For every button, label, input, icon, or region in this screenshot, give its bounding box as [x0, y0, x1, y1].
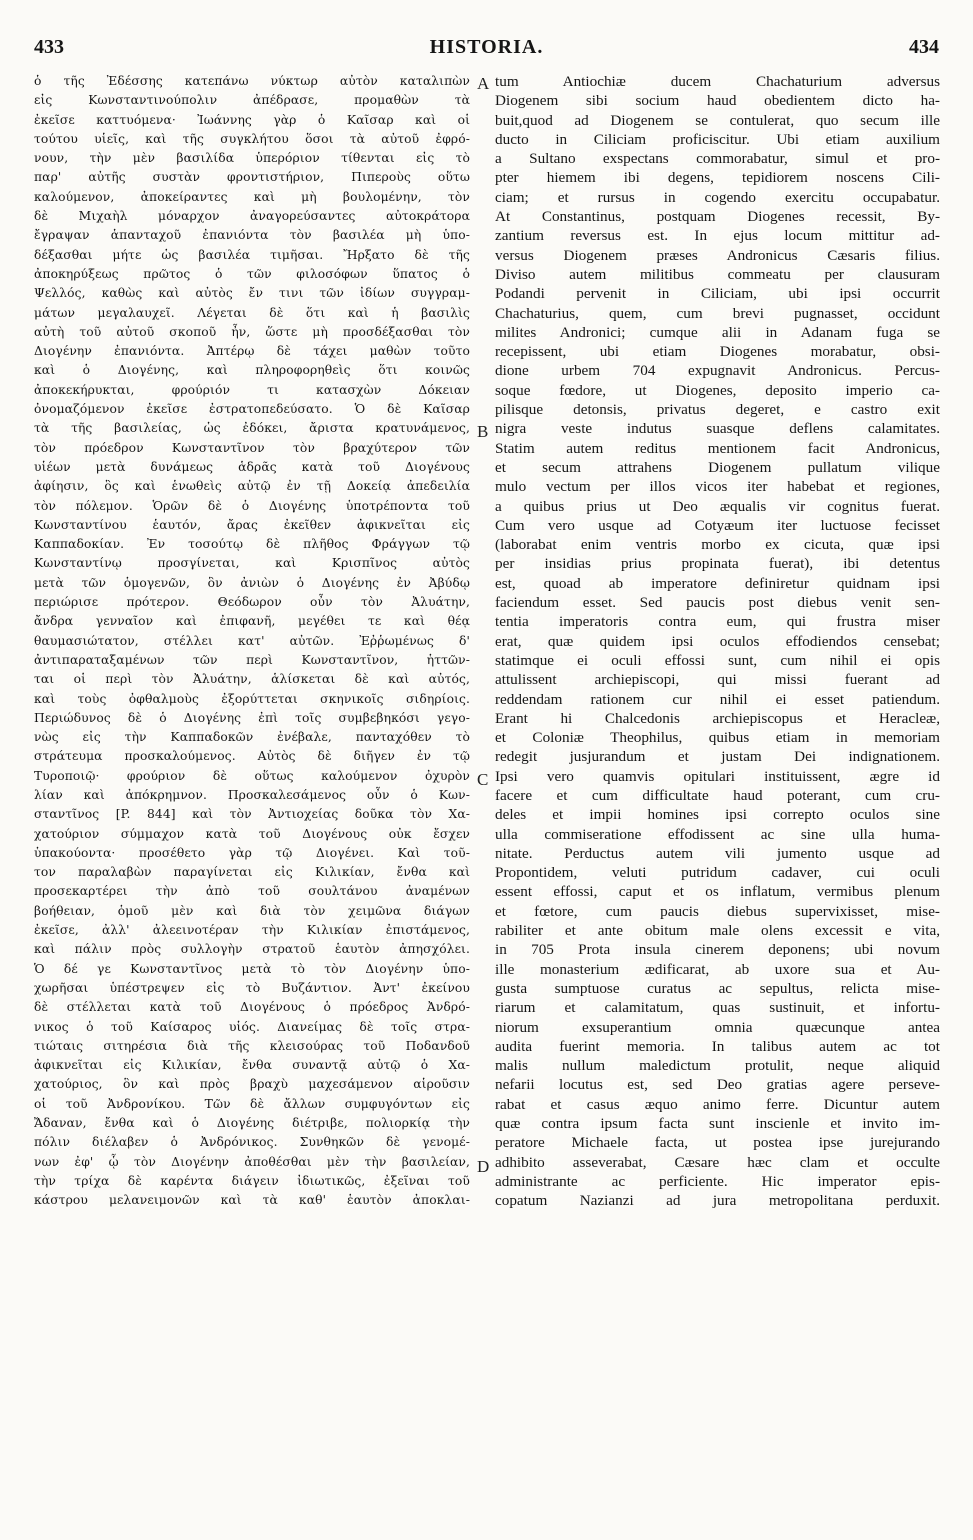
greek-text-line: περιώρισε πρότερον. Θεόδωρον οὖν τὸν Ἀλυάτην, — [34, 595, 470, 610]
latin-text-line: audita fuerint memoria. In talibus autem ac tot — [495, 1037, 940, 1055]
latin-text-line: pilisque detonsis, privatus degeret, e castro exit — [495, 401, 940, 419]
latin-text-line: mulo vectum per illos vicos iter habebat et regiones, — [495, 478, 940, 496]
greek-text-line: καλούμενον, ἀποκείραντες καὶ μὴ βουλομένην, τὸν — [34, 189, 470, 204]
latin-text-line: malis nullum maledictum protulit, neque aliquid — [495, 1057, 940, 1075]
latin-text-line: est, quoad ab imperatore definiretur quidnam ipsi — [495, 574, 940, 592]
greek-text-line: τὸν πόλεμον. Ὁρῶν δὲ ὁ Διογένης ὑποτρέποντα τοῦ — [34, 498, 470, 513]
latin-text-line: Ipsi vero quamvis opitulari instituissent, ægre id — [495, 767, 940, 785]
greek-text-line: υἱέων μετὰ δυνάμεως ἁδρᾶς κατὰ τοῦ Διογένους — [34, 459, 470, 474]
margin-marker-c: C — [477, 770, 489, 789]
greek-text-line: εἰς Κωνσταντινούπολιν ἀπέδρασε, προμαθὼν τὰ — [34, 93, 470, 108]
greek-text-line: ἐκεῖσε καττυόμενα· Ἰωάννης γὰρ ὁ Καῖσαρ καὶ οἱ — [34, 112, 470, 127]
greek-text-line: σταντῖνος [P. 844] καὶ τὸν Ἀντιοχείας δοῦκα τὸν Χα- — [34, 807, 470, 822]
page-number-right: 434 — [909, 36, 939, 58]
latin-text-line: ille monasterium ædificarat, ab uxore sua et Au- — [495, 960, 940, 978]
latin-text-line: gusta sumptuose curatus ac sepultus, relicta mise- — [495, 979, 940, 997]
latin-text-line: niorum exsuperantium omnia quæcunque antea — [495, 1018, 940, 1036]
greek-text-line: ἀφίησιν, ὃς καὶ ἑνωθεὶς αὐτῷ ἐν τῇ Δοκείᾳ ἀπεδειλία — [34, 479, 470, 494]
latin-text-line: copatum Nazianzi ad jura metropolitana perduxit. — [495, 1192, 940, 1210]
latin-text-line: nefarii locutus est, sed Deo gratias agere perseve- — [495, 1076, 940, 1094]
latin-text-line: dione urbem 704 expugnavit Andronicus. Percus- — [495, 362, 940, 380]
margin-marker-b: B — [477, 422, 489, 441]
greek-text-column — [34, 72, 470, 1520]
greek-text-line: ὀνομαζόμενον ἐκεῖσε ἐστρατοπεδεύσατο. Ὁ δὲ Καῖσαρ — [34, 402, 470, 417]
latin-text-line: tentia imperatoris contra eum, qui frustra miser — [495, 613, 940, 631]
greek-text-line: δὲ στέλλεται κατὰ τοῦ Διογένους ὁ πρόεδρος Ἀνδρό- — [34, 1000, 470, 1015]
greek-text-line: καὶ πάλιν πρὸς συλλογὴν στρατοῦ ἑαυτὸν ἀπησχόλει. — [34, 942, 470, 957]
greek-text-line: δὲ Μιχαὴλ μόναρχον ἀναγορεύσαντες αὐτοκράτορα — [34, 209, 470, 224]
page-number-left: 433 — [34, 36, 64, 58]
greek-text-line: κάστρου μελανειμονῶν καὶ τὰ καθ' ἑαυτὸν ἀποκλαι- — [34, 1193, 470, 1208]
latin-text-line: adhibito asseverabat, Cæsare hæc clam et occulte — [495, 1153, 940, 1171]
latin-text-line: rabiliter et ante obitum male olens excessit e vita, — [495, 922, 940, 940]
greek-text-line: Κωνσταντίνῳ προσγίνεται, καὶ Κρισπῖνος αὐτὸς — [34, 556, 470, 571]
greek-text-line: βοήθειαν, ὁμοῦ μὲν καὶ διὰ τὸν χειμῶνα διάγων — [34, 903, 470, 918]
latin-text-line: nigra veste indutus suasque deflens calamitates. — [495, 420, 940, 438]
latin-text-line: riarum et calamitatum, quas sustinuit, et infortu- — [495, 999, 940, 1017]
latin-text-line: statimque ei oculi effossi sunt, cum nihil ei opis — [495, 651, 940, 669]
greek-text-line: χωρῆσαι ὑπέστρεψεν εἰς τὸ Βυζάντιον. Ἀντ' ἐκείνου — [34, 980, 470, 995]
greek-text-line: ἀποκεκήρυκται, φρούριόν τι κατασχὼν Δόκειαν — [34, 382, 470, 397]
greek-text-line: ἀντιπαραταξαμένων τῶν περὶ Κωνσταντῖνον, ἡττῶν- — [34, 652, 470, 667]
greek-text-line: χατούριον σύμμαχον κατὰ τοῦ Διογένους οὐκ ἔσχεν — [34, 826, 470, 841]
greek-text-line: μάτων μεγαλαυχεῖ. Λέγεται δὲ ὅτι καὶ ἡ βασιλὶς — [34, 305, 470, 320]
latin-text-line: redegit jusjurandum et justam Dei indignationem. — [495, 748, 940, 766]
greek-text-line: ἀφικνεῖται εἰς Κιλικίαν, ἔνθα συναντᾷ αὐτῷ ὁ Χα- — [34, 1058, 470, 1073]
latin-text-line: Diviso autem militibus commeatu per clausuram — [495, 265, 940, 283]
latin-text-line: tum Antiochiæ ducem Chachaturium adversus — [495, 73, 940, 90]
latin-text-line: in 705 Prota insula cinerem deponens; ubi novum — [495, 941, 940, 959]
latin-text-line: Podandi pervenit in Ciliciam, ubi ipsi occurrit — [495, 285, 940, 303]
latin-text-line: Cum vero usque ad Cotyæum iter luctuose fecisset — [495, 516, 940, 534]
latin-text-line: soque fœdore, ut Diogenes, deposito imperio ca- — [495, 381, 940, 399]
latin-text-line: et secum attrahens Diogenem pullatum vilique — [495, 458, 940, 476]
latin-text-line: quæ contra ipsum facta sunt inscienle et invito im- — [495, 1115, 940, 1133]
latin-text-line: et Coloniæ Theophilus, quibus etiam in memoriam — [495, 729, 940, 747]
latin-text-line: At Constantinus, postquam Diogenes recessit, By- — [495, 208, 940, 226]
greek-text-line: οἱ τοῦ Ἀνδρονίκου. Τῶν δὲ ἄλλων συμφυγόντων εἰς — [34, 1096, 470, 1111]
latin-text-line: milites Andronici; cumque alii in Adanam fuga se — [495, 323, 940, 341]
greek-text-line: μετὰ τῶν ὁμογενῶν, ὃν ἀνιὼν ὁ Διογένης ἐν Ἀβύδῳ — [34, 575, 470, 590]
latin-text-line: facere et cum difficultate haud poterant, cum cru- — [495, 786, 940, 804]
greek-text-line: ἄνδρα γενναῖον καὶ ἐπιφανῆ, μεγέθει τε καὶ θέᾳ — [34, 614, 470, 629]
greek-text-line: ἀποκηρύξεως πρῶτος ὁ τῶν φιλοσόφων ὕπατος ὁ — [34, 266, 470, 281]
latin-text-line: ducto in Ciliciam proficiscitur. Ubi etiam auxilium — [495, 130, 940, 148]
latin-text-line: a Sultano exspectans commorabatur, simul et pro- — [495, 150, 940, 168]
greek-text-line: νουν, τὴν μὲν βασιλίδα ὑπερόριον τίθενται εἰς τὸ — [34, 151, 470, 166]
greek-text-line: τον παραλαβὼν παραγίνεται εἰς Κιλικίαν, ἔνθα καὶ — [34, 865, 470, 880]
latin-text-line: a quibus prius ut Deo æqualis vir cognitus fuerat. — [495, 497, 940, 515]
latin-text-line: ciam; et rursus in cogendo exercitu occupabatur. — [495, 188, 940, 206]
greek-text-line: καὶ τοὺς ὀφθαλμοὺς ἐξορύττεται σκηνικοῖς σιδηρίοις. — [34, 691, 470, 706]
greek-text-line: ὁ τῆς Ἐδέσσης κατεπάνω νύκτωρ αὐτὸν καταλιπὼν — [34, 74, 470, 88]
latin-text-line: essent effossi, caput et os inflatum, vermibus plenum — [495, 883, 940, 901]
latin-text-line: pter hiemem ibi degens, tepidiorem noscens Cili- — [495, 169, 940, 187]
latin-text-line: Chachaturius, quem, cum brevi pugnasset, occidunt — [495, 304, 940, 322]
greek-text-line: νικος ὁ τοῦ Καίσαρος υἱός. Διανείμας δὲ τοῖς στρα- — [34, 1019, 470, 1034]
latin-text-line: attulissent archiepiscopi, qui missi fuerant ad — [495, 671, 940, 689]
greek-text-line: χατούριος, ὃν καὶ πρὸς βραχὺ μαχεσάμενον αἱροῦσιν — [34, 1077, 470, 1092]
latin-text-line: rabat et casus æquo animo ferre. Dicuntur autem — [495, 1095, 940, 1113]
greek-text-line: παρ' αὐτῆς συστὰν φροντιστήριον, Πιπεροὺς οὕτω — [34, 170, 470, 185]
latin-text-column — [495, 72, 940, 1520]
latin-text-line: Statim autem reditus mentionem facit Andronicus, — [495, 439, 940, 457]
latin-text-line: Erant hi Chalcedonis archiepiscopus et Heracleæ, — [495, 709, 940, 727]
latin-text-line: faciendum esset. Sed paucis post diebus venit sen- — [495, 594, 940, 612]
greek-text-line: τὰ τῆς βασιλείας, ὡς ἐδόκει, ἄριστα κρατυνάμενος, — [34, 421, 470, 436]
latin-text-line: ulla commiseratione effodissent ac sine ulla huma- — [495, 825, 940, 843]
greek-text-line: τὴν τρίχα δὲ καρέντα διάγειν ἰδιωτικῶς, ἐξεῖναι τοῦ — [34, 1173, 470, 1188]
greek-text-line: Κωνσταντίνου ἑαυτόν, ἄρας ἐκεῖθεν ἀφικνεῖται εἰς — [34, 517, 470, 532]
greek-text-line: δέξασθαι μήτε ὡς βασιλέα τιμῆσαι. Ἤρξατο δὲ τῆς — [34, 247, 470, 262]
greek-text-line: Καππαδοκίαν. Ἐν τοσούτῳ δὲ πλῆθος Φράγγων τῷ — [34, 537, 470, 552]
greek-text-line: Ὁ δέ γε Κωνσταντῖνος μετὰ τὸ τὸν Διογένην ὑπο- — [34, 961, 470, 976]
greek-text-line: ἔγραψαν ἁπανταχοῦ ἐπανιόντα τὸν βασιλέα μὴ ὑπο- — [34, 228, 470, 243]
greek-text-line: Ψελλός, καθὼς καὶ αὐτὸς ἔν τινι τῶν ἰδίων συγγραμ- — [34, 286, 470, 301]
greek-text-line: τούτου υἱεῖς, καὶ τῆς συγκλήτου ὅσοι τὰ αὐτοῦ ἐφρό- — [34, 131, 470, 146]
greek-text-line: ἐκεῖσε, ἀλλ' ἀλεεινοτέραν τὴν Κιλικίαν ἐπιστάμενος, — [34, 923, 470, 938]
margin-marker-d: D — [477, 1157, 490, 1176]
greek-text-line: πόλιν διέλαβεν ὁ Ἀνδρόνικος. Συνθηκῶν δὲ γενομέ- — [34, 1135, 470, 1150]
latin-text-line: buit,quod ad Diogenem se contulerat, quo secum ille — [495, 111, 940, 129]
latin-text-line: peratore Michaele facta, ut postea ipse jurejurando — [495, 1134, 940, 1152]
latin-text-line: administrante ac perficiente. Hic imperator epis- — [495, 1172, 940, 1190]
greek-text-line: νὼς εἰς τὴν Καππαδοκῶν ἐνέβαλε, πανταχόθεν τὸ — [34, 730, 470, 745]
greek-text-line: αὐτὴ τοῦ αὐτοῦ σκοποῦ ἦν, ὥστε μὴ προσδέξασθαι τὸν — [34, 324, 470, 339]
running-title: HISTORIA. — [429, 36, 544, 58]
greek-text-line: ται οἱ περὶ τὸν Ἀλυάτην, ἁλίσκεται δὲ καὶ αὐτός, — [34, 672, 470, 687]
latin-text-line: erat, quæ quidem ipsi oculos effodiendos censebat; — [495, 632, 940, 650]
latin-text-line: per insidias prius propinata fuerat), ibi detentus — [495, 555, 940, 573]
greek-text-line: ὑπακούοντα· προσέθετο γὰρ τῷ Διογένει. Καὶ τοῦ- — [34, 845, 470, 860]
greek-text-line: Διογένην ἐπανιόντα. Ἀπτέρῳ δὲ τάχει μαθὼν τοῦτο — [34, 344, 470, 359]
greek-text-line: τιώταις σιτηρέσια διὰ τῆς κλεισούρας τοῦ Ποδανδοῦ — [34, 1038, 470, 1053]
latin-text-line: Propontidem, veluti putridum cadaver, cui oculi — [495, 864, 940, 882]
greek-text-line: Ἄδαναν, ἔνθα καὶ ὁ Διογένης διέτριβε, πολιορκίᾳ τὴν — [34, 1116, 470, 1131]
latin-text-line: (laborabat enim ventris morbo ex cicuta, quæ ipsi — [495, 536, 940, 554]
margin-marker-a: A — [477, 74, 490, 93]
latin-text-line: versus Diogenem præses Andronicus Cæsaris filius. — [495, 246, 940, 264]
greek-text-line: θαυμασιώτατον, στέλλει κατ' αὐτῶν. Ἐῤῥωμένως δ' — [34, 633, 470, 648]
latin-text-line: Diogenem sibi socium haud obedientem dicto ha- — [495, 92, 940, 110]
latin-text-line: reddendam rationem cur nihil ei esset patiendum. — [495, 690, 940, 708]
greek-text-line: νων ἐφ' ᾧ τὸν Διογένην ἀποθέσθαι μὲν τὴν βασιλείαν, — [34, 1154, 470, 1169]
latin-text-line: nitate. Perductus autem vili jumento usque ad — [495, 844, 940, 862]
greek-text-line: προσεκαρτέρει τὴν ἀπὸ τοῦ σουλτάνου ἀναμένων — [34, 884, 470, 899]
greek-text-line: λίαν καὶ ἀπόκρημνον. Προσκαλεσάμενος οὖν ὁ Κων- — [34, 787, 470, 802]
greek-text-line: Τυροποιῷ· φρούριον δὲ οὕτως καλούμενον ὀχυρὸν — [34, 768, 470, 783]
latin-text-line: recepissent, ubi etiam Diogenes morabatur, obsi- — [495, 343, 940, 361]
greek-text-line: Περιώδυνος δὲ ὁ Διογένης ἐπὶ τοῖς συμβεβηκόσι γεγο- — [34, 710, 470, 725]
greek-text-line: καὶ ὁ Διογένης, καὶ πληροφορηθεὶς ὅτι κοινῶς — [34, 363, 470, 378]
latin-text-line: zantium reversus est. In ejus locum mittitur ad- — [495, 227, 940, 245]
page-header — [34, 36, 939, 70]
latin-text-line: et fœtore, cum paucis diebus supervixisset, mise- — [495, 902, 940, 920]
greek-text-line: στράτευμα προσκαλούμενος. Αὐτὸς δὲ διῆγεν ἐν τῷ — [34, 749, 470, 764]
greek-text-line: τὸν πρόεδρον Κωνσταντῖνον τὸν βραχύτερον τῶν — [34, 440, 470, 455]
latin-text-line: deles et impii homines ipsi correpto oculos sine — [495, 806, 940, 824]
